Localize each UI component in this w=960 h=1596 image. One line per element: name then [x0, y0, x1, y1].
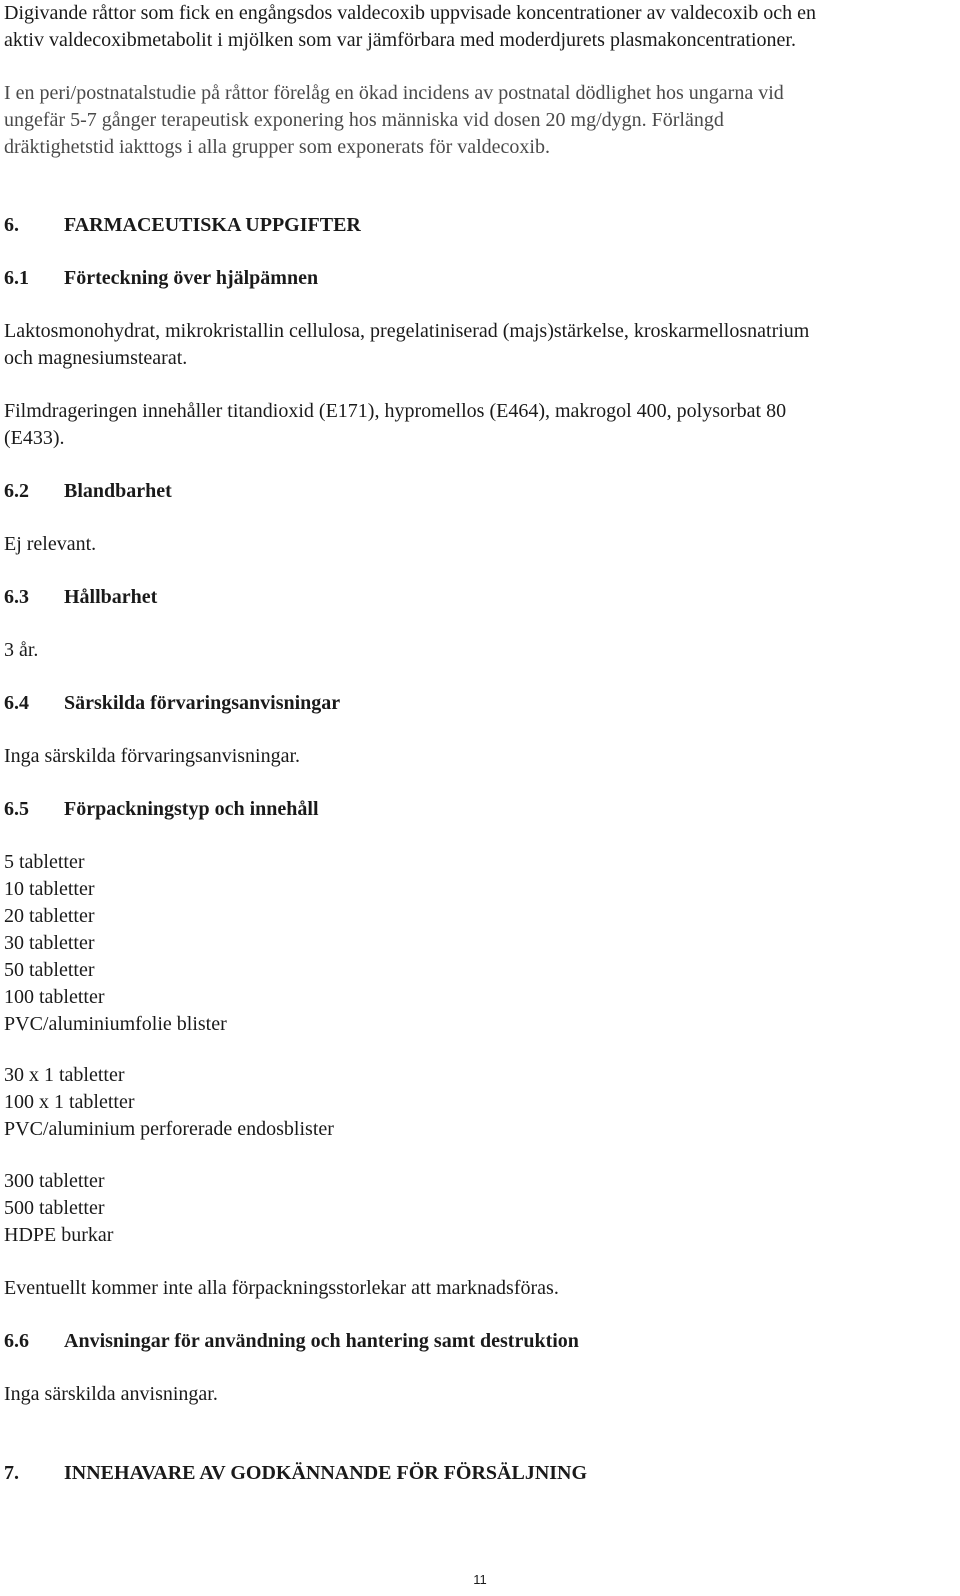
subsection-6-6-heading	[4, 1328, 579, 1355]
film-coating-line: (E433).	[4, 427, 65, 449]
pack-size-item: 30 tabletter	[4, 932, 95, 954]
subsection-number: 6.1	[4, 267, 29, 289]
pack-size-item: 500 tabletter	[4, 1197, 105, 1219]
subsection-text: Inga särskilda anvisningar.	[4, 1383, 218, 1405]
subsection-title: Förteckning över hjälpämnen	[64, 267, 319, 289]
pack-type-item: PVC/aluminium perforerade endosblister	[4, 1118, 334, 1140]
subsection-text: 3 år.	[4, 639, 39, 661]
subsection-text: Ej relevant.	[4, 533, 97, 555]
paragraph-line: Digivande råttor som fick en engångsdos valdecoxib uppvisade koncentrationer av valdecoxib och en	[4, 2, 816, 24]
subsection-6-2-heading	[4, 478, 172, 505]
subsection-title: Anvisningar för användning och hantering samt destruktion	[64, 1330, 579, 1352]
pack-size-item: 300 tabletter	[4, 1170, 105, 1192]
pack-size-item: 100 x 1 tabletter	[4, 1091, 135, 1113]
excipients-line: och magnesiumstearat.	[4, 347, 188, 369]
paragraph-line: dräktighetstid iakttogs i alla grupper som exponerats för valdecoxib.	[4, 136, 550, 158]
section-7-heading	[4, 1460, 587, 1487]
subsection-number: 6.5	[4, 798, 29, 820]
subsection-title: Blandbarhet	[64, 480, 172, 502]
pack-size-item: 100 tabletter	[4, 986, 105, 1008]
pack-size-item: 30 x 1 tabletter	[4, 1064, 125, 1086]
marketing-note: Eventuellt kommer inte alla förpackningsstorlekar att marknadsföras.	[4, 1277, 559, 1299]
section-number: 6.	[4, 214, 19, 236]
pack-type-item: HDPE burkar	[4, 1224, 114, 1246]
paragraph-line: aktiv valdecoxibmetabolit i mjölken som var jämförbara med moderdjurets plasmakoncentrationer.	[4, 29, 796, 51]
subsection-number: 6.4	[4, 692, 29, 714]
subsection-6-5-heading	[4, 796, 319, 823]
section-title: INNEHAVARE AV GODKÄNNANDE FÖR FÖRSÄLJNING	[64, 1462, 588, 1484]
subsection-6-4-heading	[4, 690, 340, 717]
page-number: 11	[473, 1572, 487, 1587]
section-number: 7.	[4, 1462, 19, 1484]
subsection-title: Särskilda förvaringsanvisningar	[64, 692, 341, 714]
pack-size-item: 20 tabletter	[4, 905, 95, 927]
subsection-6-3-heading	[4, 584, 157, 611]
subsection-number: 6.2	[4, 480, 29, 502]
subsection-6-1-heading	[4, 265, 318, 292]
section-6-heading	[4, 212, 361, 239]
subsection-number: 6.6	[4, 1330, 29, 1352]
paragraph-line: I en peri/postnatalstudie på råttor förelåg en ökad incidens av postnatal dödlighet hos ungarna vid	[4, 82, 784, 104]
subsection-title: Förpackningstyp och innehåll	[64, 798, 319, 820]
pack-size-item: 5 tabletter	[4, 851, 85, 873]
pack-size-item: 10 tabletter	[4, 878, 95, 900]
excipients-line: Laktosmonohydrat, mikrokristallin cellulosa, pregelatiniserad (majs)stärkelse, kroskarmellosnatrium	[4, 320, 810, 342]
subsection-text: Inga särskilda förvaringsanvisningar.	[4, 745, 301, 767]
pack-type-item: PVC/aluminiumfolie blister	[4, 1013, 227, 1035]
section-title: FARMACEUTISKA UPPGIFTER	[64, 214, 361, 236]
pack-size-item: 50 tabletter	[4, 959, 95, 981]
subsection-title: Hållbarhet	[64, 586, 158, 608]
subsection-number: 6.3	[4, 586, 29, 608]
paragraph-line: ungefär 5-7 gånger terapeutisk exponering hos människa vid dosen 20 mg/dygn. Förlängd	[4, 109, 724, 131]
film-coating-line: Filmdrageringen innehåller titandioxid (E171), hypromellos (E464), makrogol 400, polysorbat 80	[4, 400, 787, 422]
